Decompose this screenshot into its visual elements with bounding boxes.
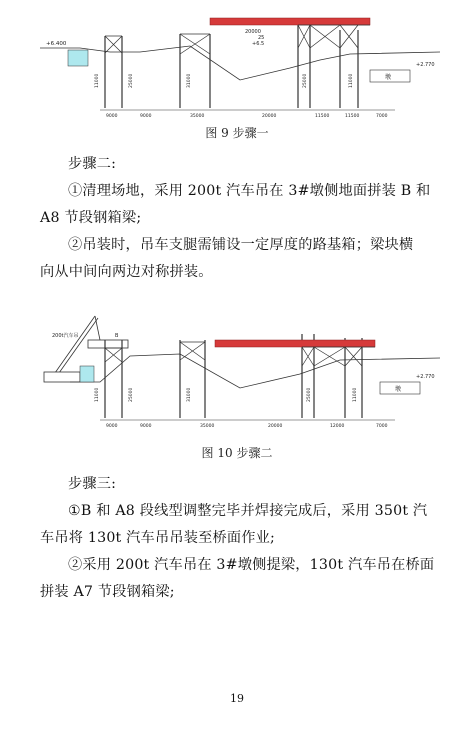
figure-9 [40, 8, 440, 120]
fig9-level-left: +6.400 [46, 41, 67, 47]
figure-10-caption: 图 10 步骤二 [201, 446, 273, 460]
fig10-dim-0: 9000 [106, 424, 118, 429]
fig9-dim-2: 35000 [190, 114, 205, 119]
step2-section [40, 151, 440, 286]
fig9-height-2: 31000 [187, 73, 192, 88]
step2-item2-line1: ②吊装时，吊车支腿需铺设一定厚度的路基箱；梁块横 [68, 237, 414, 253]
figure-10 [40, 310, 440, 430]
fig9-dim-1: 9000 [140, 114, 152, 119]
fig9-dim-3: 20000 [262, 114, 277, 119]
page-number: 19 [230, 692, 244, 705]
fig9-height-1: 25000 [129, 73, 134, 88]
fig10-level-right: +2.770 [416, 374, 435, 380]
figure-10-drawing [40, 310, 440, 430]
fig10-height-1: 25000 [129, 387, 134, 402]
figure-9-drawing [40, 8, 440, 120]
step3-item2-line1: ②采用 200t 汽车吊在 3#墩侧提梁，130t 汽车吊在桥面 [68, 557, 435, 573]
step3-title: 步骤三: [68, 476, 117, 492]
fig10-height-4: 11000 [353, 387, 358, 402]
fig9-dim-4: 11500 [315, 114, 330, 119]
step2-item1-line2: A8 节段钢箱梁; [40, 210, 142, 226]
fig9-level-right: +2.770 [416, 62, 435, 68]
fig10-dim-4: 12000 [330, 424, 345, 429]
fig9-dim-6: 7000 [376, 114, 388, 119]
step2-item1-line1: ①清理场地，采用 200t 汽车吊在 3#墩侧地面拼装 B 和 [68, 183, 431, 199]
fig9-dim-5: 11500 [345, 114, 360, 119]
fig9-height-4: 11000 [349, 73, 354, 88]
fig9-top-dim: 20000 [245, 29, 261, 35]
fig9-tag-right: 墩 [385, 74, 392, 81]
fig10-tag-right: 墩 [395, 386, 402, 393]
step2-title: 步骤二: [68, 156, 117, 172]
fig9-dim-0: 9000 [106, 114, 118, 119]
fig10-height-0: 11000 [95, 387, 100, 402]
fig10-height-3: 25000 [307, 387, 312, 402]
fig10-dim-2: 35000 [200, 424, 215, 429]
step3-item1-line1: ①B 和 A8 段线型调整完毕并焊接完成后，采用 350t 汽 [68, 503, 428, 519]
fig9-top-mark: +6.5 [252, 41, 265, 47]
step2-item2-line2: 向从中间向两边对称拼装。 [40, 264, 213, 280]
fig9-top-sub: 25 [258, 35, 265, 41]
fig10-crane-tag: 200t汽车吊 [52, 333, 79, 339]
figure-9-caption: 图 9 步骤一 [205, 126, 269, 140]
step3-item1-line2: 车吊将 130t 汽车吊吊装至桥面作业; [40, 530, 276, 546]
fig10-dim-1: 9000 [140, 424, 152, 429]
step3-section [40, 471, 440, 606]
fig10-dim-5: 7000 [376, 424, 388, 429]
fig10-height-2: 31000 [187, 387, 192, 402]
fig10-block-tag: B [115, 333, 119, 339]
fig9-height-3: 25000 [303, 73, 308, 88]
fig9-height-0: 11000 [95, 73, 100, 88]
fig10-dim-3: 20000 [268, 424, 283, 429]
step3-item2-line2: 拼装 A7 节段钢箱梁; [40, 584, 175, 600]
